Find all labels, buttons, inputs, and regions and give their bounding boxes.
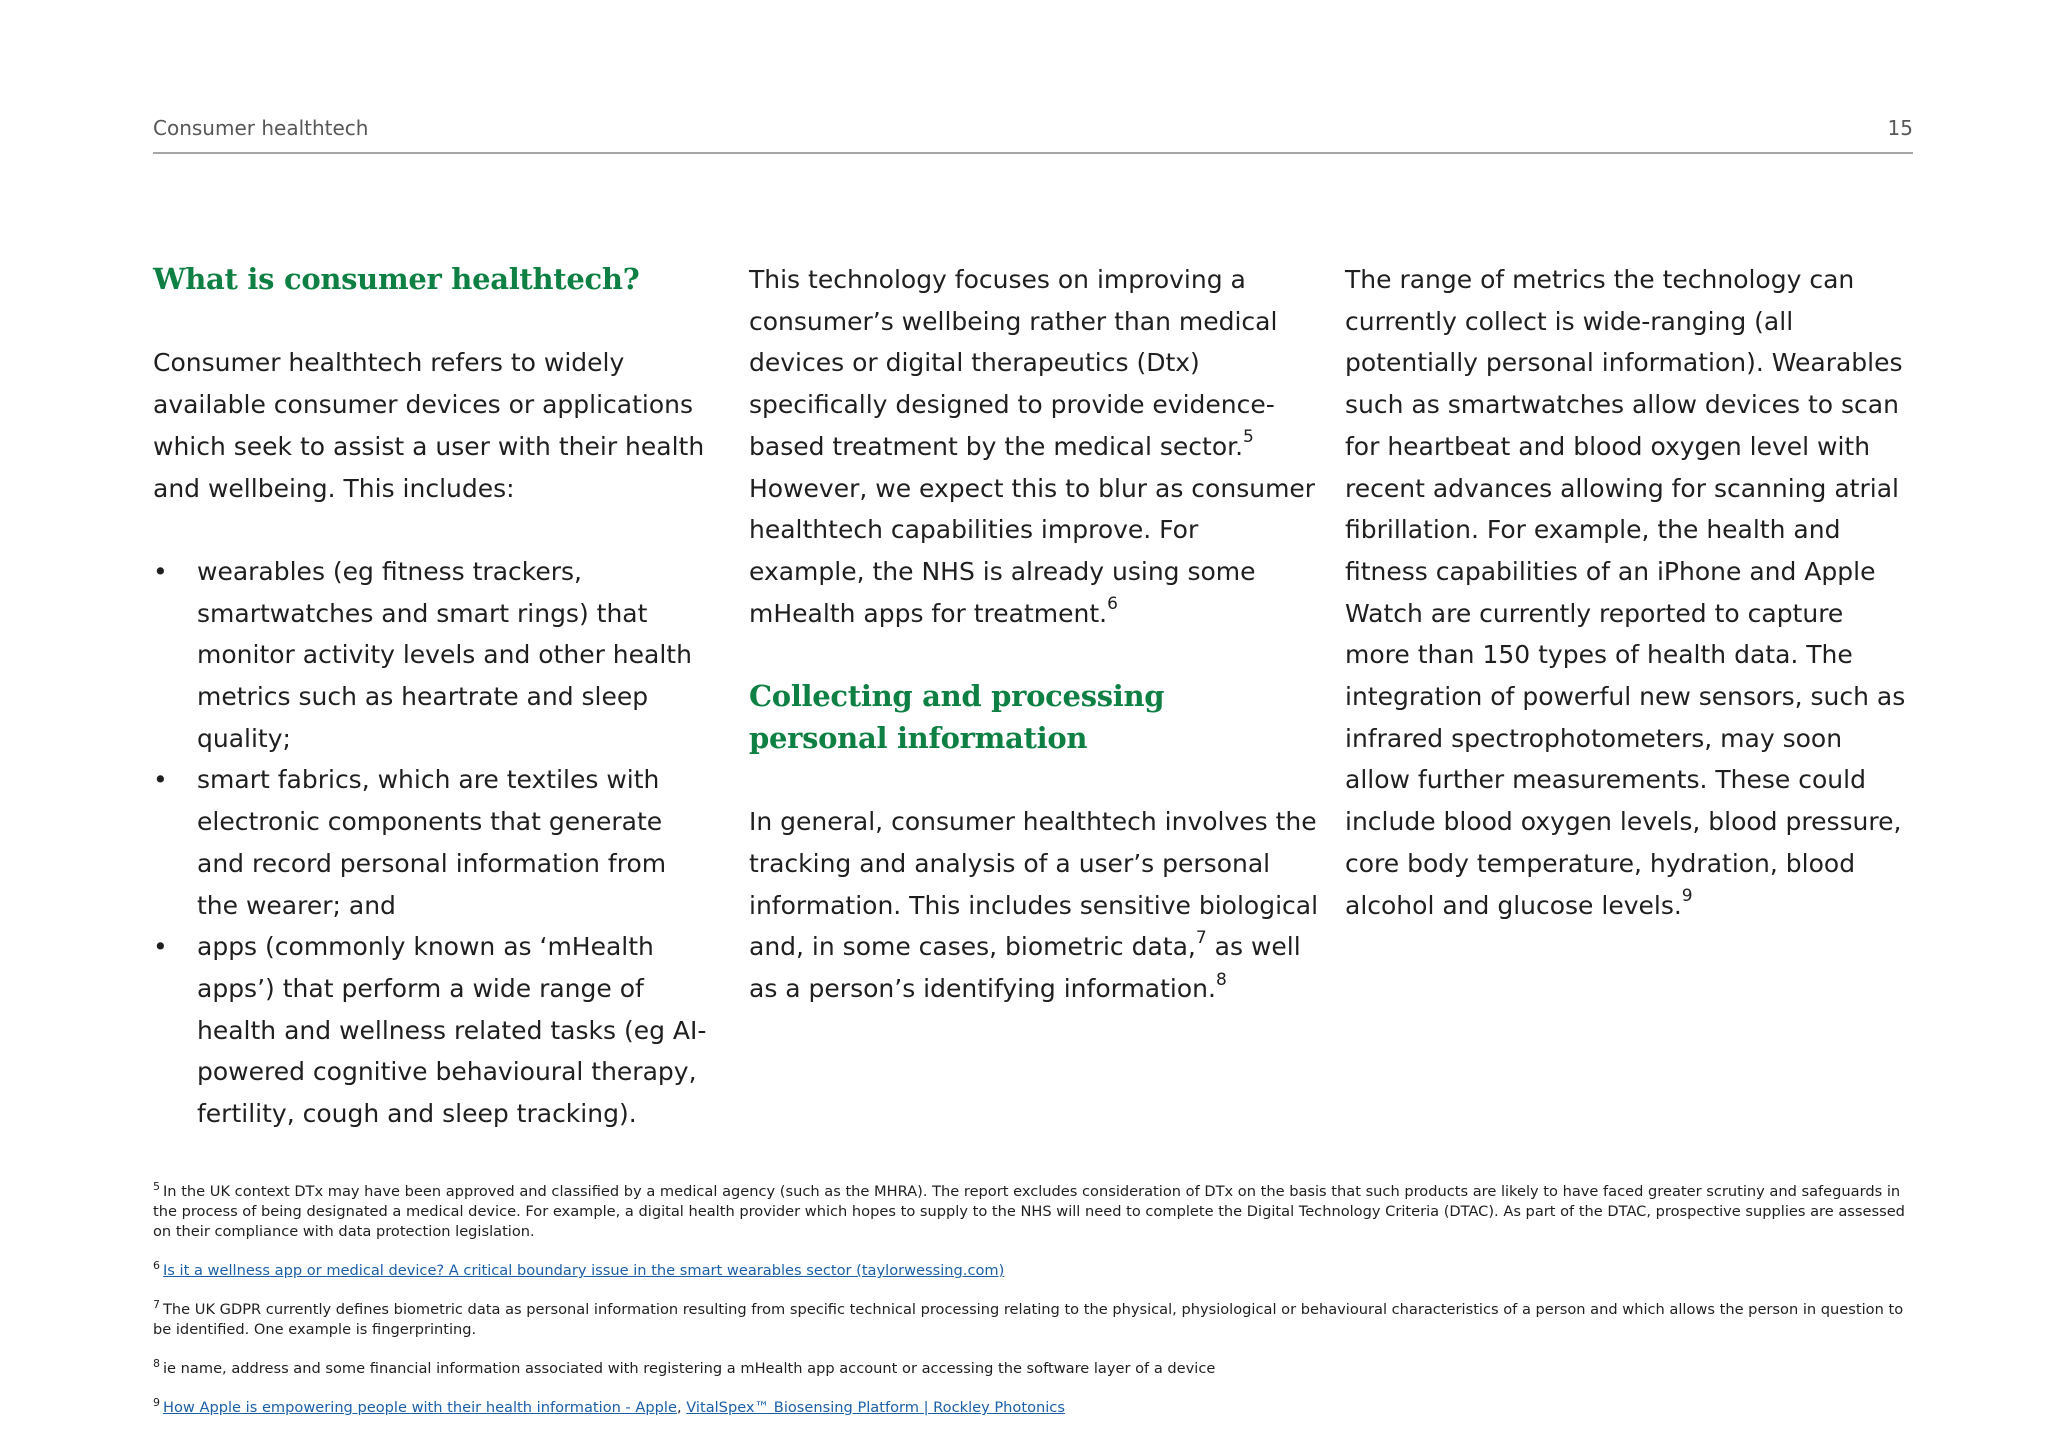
footnote-6 <box>153 1261 1913 1281</box>
footnote-separator: , <box>676 1399 682 1416</box>
page-header <box>153 112 1913 154</box>
footnote-ref-9[interactable]: 9 <box>1681 886 1693 907</box>
footnote-8 <box>153 1359 1913 1379</box>
bullet-icon: • <box>153 556 168 586</box>
tracking-analysis-paragraph <box>749 801 1319 1010</box>
running-header-title: Consumer healthtech <box>153 116 369 140</box>
footnote-ref-7[interactable]: 7 <box>1195 927 1207 948</box>
list-item-text: smart fabrics, which are textiles with electronic components that generate and record personal information from the wearer; and <box>197 765 667 920</box>
list-item <box>153 551 713 760</box>
heading-collecting-and-processing: Collecting and processing personal information <box>749 679 1165 755</box>
technology-focus-paragraph <box>749 259 1319 634</box>
page-number: 15 <box>1887 116 1913 140</box>
footnote-text: The UK GDPR currently defines biometric data as personal information resulting from specific technical processing relating to the physical, physiological or behavioural characteristics of a person and which allows the person in question to be identified. One example is fingerprinting. <box>153 1301 1904 1338</box>
footnote-number: 5 <box>153 1180 160 1194</box>
footnote-5 <box>153 1182 1913 1242</box>
footnote-link-apple[interactable]: How Apple is empowering people with their health information - Apple <box>163 1399 677 1416</box>
footnote-number: 8 <box>153 1357 160 1371</box>
metrics-range-paragraph <box>1345 259 1913 926</box>
footnotes <box>153 1182 1913 1437</box>
column-left <box>153 259 713 1135</box>
heading-what-is-consumer-healthtech: What is consumer healthtech? <box>153 262 640 296</box>
footnote-link-taylorwessing[interactable]: Is it a wellness app or medical device? A critical boundary issue in the smart wearables sector (taylorwessing.com) <box>163 1262 1005 1279</box>
paragraph-text: as well as a person’s identifying information. <box>749 932 1301 1003</box>
footnote-9 <box>153 1398 1913 1418</box>
footnote-text: ie name, address and some financial information associated with registering a mHealth app account or accessing the software layer of a device <box>163 1360 1216 1377</box>
list-item <box>153 759 713 926</box>
footnote-ref-8[interactable]: 8 <box>1215 969 1227 990</box>
column-middle <box>749 259 1319 1010</box>
bullet-icon: • <box>153 765 168 795</box>
footnote-number: 7 <box>153 1298 160 1312</box>
paragraph-text: In general, consumer healthtech involves the tracking and analysis of a user’s personal information. This includes sensitive biological and, in some cases, biometric data, <box>749 807 1319 962</box>
footnote-ref-6[interactable]: 6 <box>1107 594 1118 615</box>
paragraph-text: This technology focuses on improving a consumer’s wellbeing rather than medical devices or digital therapeutics (Dtx) specifically designed to provide evidence-based treatment by the medical sector. <box>749 265 1278 461</box>
paragraph-text: However, we expect this to blur as consumer healthtech capabilities improve. For example, the NHS is already using some mHealth apps for treatment. <box>749 473 1316 628</box>
healthtech-examples-list <box>153 551 713 1135</box>
footnote-ref-5[interactable]: 5 <box>1243 427 1254 448</box>
footnote-text: In the UK context DTx may have been approved and classified by a medical agency (such as the MHRA). The report excludes consideration of DTx on the basis that such products are likely to have faced greater scrutiny and safeguards in the process of being designated a medical device. For example, a digital health provider which hopes to supply to the NHS will need to complete the Digital Technology Criteria (DTAC). As part of the DTAC, prospective supplies are assessed on their compliance with data protection legislation. <box>153 1183 1905 1240</box>
intro-paragraph: Consumer healthtech refers to widely available consumer devices or applications which seek to assist a user with their health and wellbeing. This includes: <box>153 348 705 503</box>
footnote-7 <box>153 1300 1913 1340</box>
column-right <box>1345 259 1913 926</box>
footnote-number: 6 <box>153 1259 160 1273</box>
footnote-number: 9 <box>153 1396 160 1410</box>
paragraph-text: The range of metrics the technology can currently collect is wide-ranging (all potentially personal information). Wearables such as smartwatches allow devices to scan for heartbeat and blood oxygen level with recent advances allowing for scanning atrial fibrillation. For example, the health and fitness capabilities of an iPhone and Apple Watch are currently reported to capture more than 150 types of health data. The integration of powerful new sensors, such as infrared spectrophotometers, may soon allow further measurements. These could include blood oxygen levels, blood pressure, core body temperature, hydration, blood alcohol and glucose levels. <box>1345 265 1906 920</box>
list-item <box>153 926 713 1135</box>
bullet-icon: • <box>153 932 168 962</box>
list-item-text: apps (commonly known as ‘mHealth apps’) that perform a wide range of health and wellness related tasks (eg AI-powered cognitive behavioural therapy, fertility, cough and sleep tracking). <box>197 932 707 1129</box>
footnote-link-rockley[interactable]: VitalSpex™ Biosensing Platform | Rockley Photonics <box>686 1399 1065 1416</box>
list-item-text: wearables (eg fitness trackers, smartwatches and smart rings) that monitor activity levels and other health metrics such as heartrate and sleep quality; <box>197 556 692 753</box>
